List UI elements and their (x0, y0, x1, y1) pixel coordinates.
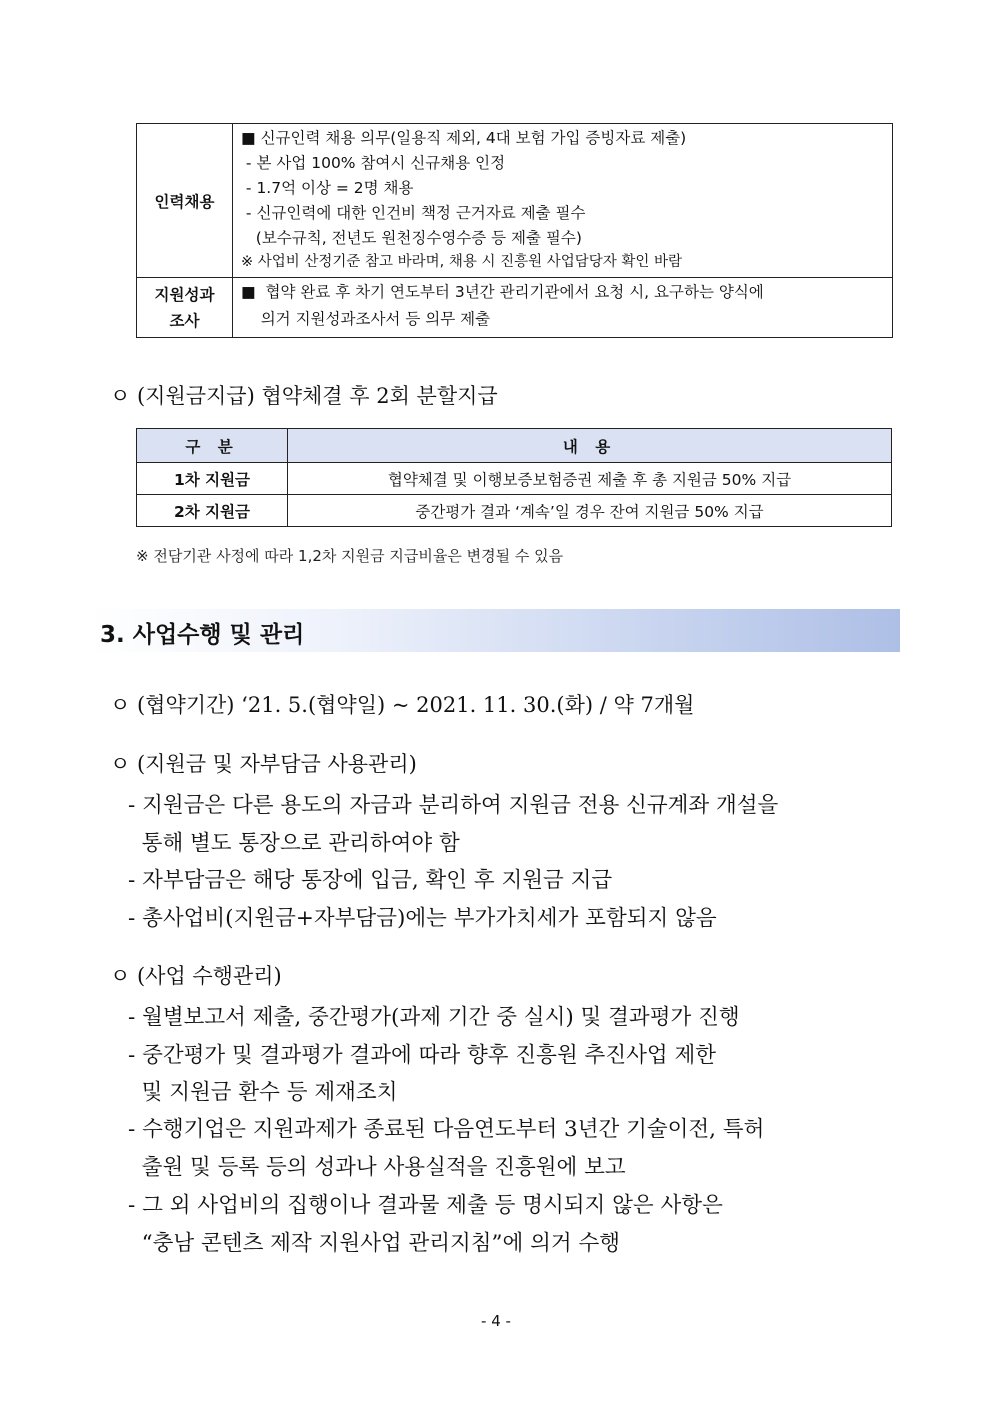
row-content: 협약체결 및 이행보증보험증권 제출 후 총 지원금 50% 지급 (288, 463, 892, 495)
section-title: 3. 사업수행 및 관리 (100, 622, 305, 648)
payment-table (136, 428, 892, 527)
list-item: - 수행기업은 지원과제가 종료된 다음연도부터 3년간 기술이전, 특허 (128, 1117, 765, 1142)
table-row (137, 278, 893, 338)
management-heading: ㅇ (사업 수행관리) (110, 964, 282, 988)
hiring-requirements-table (136, 123, 893, 338)
funds-heading: ㅇ (지원금 및 자부담금 사용관리) (110, 752, 417, 776)
content-line: (보수규칙, 전년도 원천징수영수증 등 제출 필수) (241, 229, 582, 247)
column-header-category: 구 분 (137, 429, 288, 463)
list-item: - 월별보고서 제출, 중간평가(과제 기간 중 실시) 및 결과평가 진행 (128, 1005, 740, 1030)
list-item: 및 지원금 환수 등 제재조치 (128, 1080, 398, 1105)
content-line: ■ 신규인력 채용 의무(일용직 제외, 4대 보험 가입 증빙자료 제출) (241, 129, 687, 147)
list-item: - 자부담금은 해당 통장에 입금, 확인 후 지원금 지급 (128, 868, 613, 893)
content-line: - 1.7억 이상 = 2명 채용 (241, 179, 414, 197)
row-label-performance-survey (137, 278, 233, 338)
list-item: - 그 외 사업비의 집행이나 결과물 제출 등 명시되지 않은 사항은 (128, 1193, 723, 1218)
row-content: 중간평가 결과 ‘계속’일 경우 잔여 지원금 50% 지급 (288, 495, 892, 527)
column-header-content: 내 용 (288, 429, 892, 463)
list-item: 출원 및 등록 등의 성과나 사용실적을 진흥원에 보고 (128, 1155, 626, 1180)
contract-period: ㅇ (협약기간) ‘21. 5.(협약일) ~ 2021. 11. 30.(화) / 약 7개월 (110, 693, 695, 717)
list-item: “충남 콘텐츠 제작 지원사업 관리지침”에 의거 수행 (128, 1231, 621, 1256)
label-line: 지원성과 (154, 285, 215, 304)
table-row (137, 124, 893, 278)
hiring-note: ※ 사업비 산정기준 참고 바라며, 채용 시 진흥원 사업담당자 확인 바람 (241, 254, 683, 270)
row-label: 1차 지원금 (137, 463, 288, 495)
table-row (137, 463, 892, 495)
content-line: 의거 지원성과조사서 등 의무 제출 (241, 310, 491, 328)
content-line: - 본 사업 100% 참여시 신규채용 인정 (241, 154, 506, 172)
label-line: 조사 (169, 311, 200, 330)
table-row (137, 495, 892, 527)
hiring-content (233, 124, 893, 278)
row-label: 2차 지원금 (137, 495, 288, 527)
content-line: ■ 협약 완료 후 차기 연도부터 3년간 관리기관에서 요청 시, 요구하는 양식에 (241, 283, 764, 301)
performance-survey-content (233, 278, 893, 338)
list-item: - 중간평가 및 결과평가 결과에 따라 향후 진흥원 추진사업 제한 (128, 1043, 717, 1068)
payment-note: ※ 전담기관 사정에 따라 1,2차 지원금 지급비율은 변경될 수 있음 (136, 547, 564, 565)
row-label-hiring: 인력채용 (137, 124, 233, 278)
list-item: 통해 별도 통장으로 관리하여야 함 (128, 831, 460, 856)
list-item: - 지원금은 다른 용도의 자금과 분리하여 지원금 전용 신규계좌 개설을 (128, 793, 779, 818)
payment-heading: ㅇ (지원금지급) 협약체결 후 2회 분할지급 (110, 384, 498, 408)
content-line: - 신규인력에 대한 인건비 책정 근거자료 제출 필수 (241, 204, 586, 222)
table-header-row (137, 429, 892, 463)
list-item: - 총사업비(지원금+자부담금)에는 부가가치세가 포함되지 않음 (128, 906, 717, 931)
page-number: - 4 - (481, 1312, 511, 1330)
